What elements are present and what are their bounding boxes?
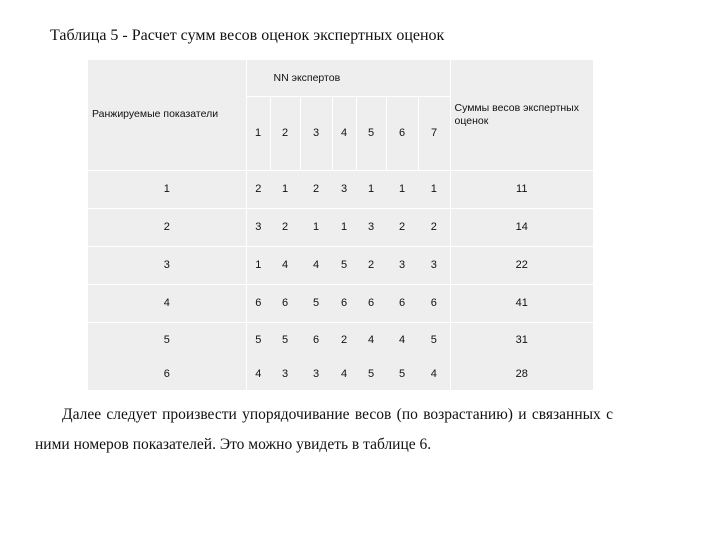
table-row [88,322,593,358]
score-cell: 5 [281,334,289,347]
score-cell: 5 [418,322,450,358]
score-cell: 6 [332,284,356,322]
score-cell: 1 [332,208,356,246]
score-cell: 3 [246,208,270,246]
indicator-cell: 3 [88,246,246,284]
indicator-cell: 5 [88,322,246,358]
sum-cell: 11 [450,170,593,208]
score-cell: 1 [386,170,418,208]
table-row [88,208,593,246]
score-cell: 6 [418,284,450,322]
expert-number: 3 [300,96,332,170]
expert-number: 4 [332,96,356,170]
score-cell: 6 [386,284,418,322]
score-cell: 3 [332,170,356,208]
header-sum: Суммы весов экспертных оценок [450,60,593,170]
expert-number: 5 [356,96,386,170]
score-cell: 1 [418,170,450,208]
score-cell: 1 [246,246,270,284]
sum-cell: 22 [450,246,593,284]
score-cell: 2 [246,170,270,208]
score-cell: 4 [398,334,406,347]
score-cell: 4 [270,246,300,284]
score-cell: 2 [386,208,418,246]
indicator-cell: 4 [88,284,246,322]
score-cell: 1 [270,170,300,208]
score-cell: 4 [300,246,332,284]
sum-cell: 14 [450,208,593,246]
score-cell: 5 [300,284,332,322]
table-caption: Таблица 5 - Расчет сумм весов оценок экспертных оценок [50,27,445,44]
score-cell: 6 [312,334,320,347]
indicator-cell: 1 [88,170,246,208]
score-cell: 5 [398,368,406,380]
score-cell: 4 [418,358,450,390]
score-cell: 3 [281,368,289,380]
score-cell: 2 [270,208,300,246]
score-cell: 6 [356,284,386,322]
score-cell: 3 [418,246,450,284]
sum-cell: 28 [515,368,528,380]
paragraph-text: Далее следует произвести упорядочивание весов (по возрастанию) и связанных с ними номеров показателей. Это можно увидеть в таблице 6. [35,406,613,453]
score-cell: 2 [300,170,332,208]
header-indicator: Ранжируемые показатели [88,60,246,170]
score-cell: 6 [270,284,300,322]
sum-cell: 31 [515,334,528,347]
header-experts: NN экспертов [246,60,450,96]
score-cell: 3 [356,208,386,246]
score-cell: 4 [367,334,375,347]
score-cell: 5 [332,246,356,284]
expert-number: 1 [246,96,270,170]
score-cell: 4 [340,368,348,380]
table-row [88,246,593,284]
score-cell: 4 [255,368,262,380]
table-row [88,284,593,322]
score-cell: 5 [255,334,262,347]
indicator-cell: 6 [88,358,246,390]
score-cell: 5 [367,368,375,380]
sum-cell: 41 [450,284,593,322]
table-row [88,170,593,208]
expert-number: 2 [270,96,300,170]
table-row [88,358,593,390]
body-paragraph [35,400,613,460]
score-cell: 6 [246,284,270,322]
indicator-cell: 2 [88,208,246,246]
expert-number: 7 [418,96,450,170]
header-row [88,60,593,96]
score-cell: 3 [386,246,418,284]
score-cell: 2 [340,334,348,347]
score-cell: 2 [356,246,386,284]
score-cell: 1 [356,170,386,208]
score-cell: 3 [312,368,320,380]
score-cell: 1 [300,208,332,246]
scores-table [88,60,593,390]
expert-number: 6 [386,96,418,170]
score-cell: 2 [418,208,450,246]
